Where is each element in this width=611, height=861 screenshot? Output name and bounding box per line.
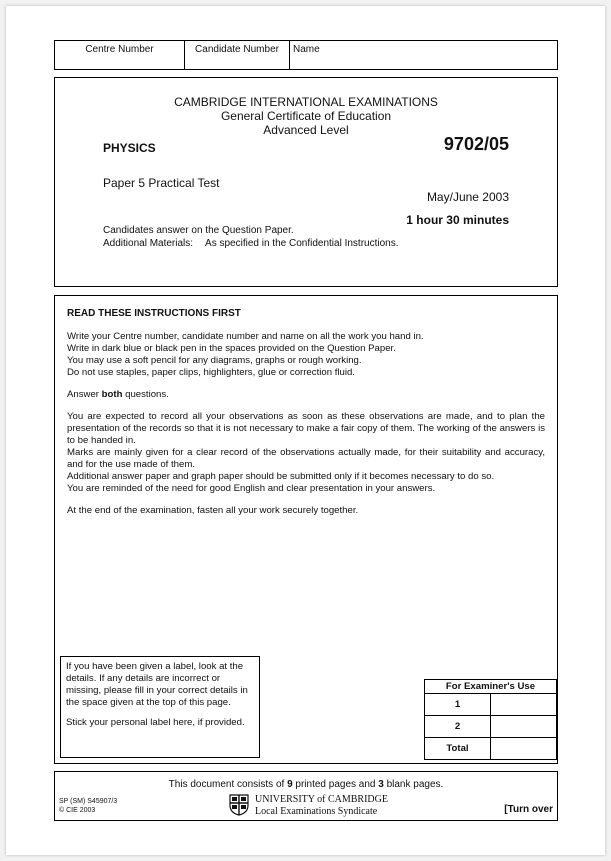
candidate-number-field[interactable] — [185, 41, 290, 69]
instruction-line: Write your Centre number, candidate number and name on all the work you hand in. — [67, 331, 424, 342]
label-instructions: If you have been given a label, look at the details. If any details are incorrect or missing, please fill in your correct details in the space given at the top of this page. — [66, 661, 248, 708]
answer-instruction: Answer both questions. — [67, 389, 169, 400]
additional-materials-label: Additional Materials: — [103, 238, 194, 249]
copyright: © CIE 2003 — [59, 807, 96, 814]
instructions-title: READ THESE INSTRUCTIONS FIRST — [67, 308, 241, 319]
english-instruction: You are reminded of the need for good English and clear presentation in your answers. — [67, 483, 436, 494]
page-count-note: This document consists of 9 printed pages and 3 blank pages. — [168, 779, 444, 790]
examiners-use-table — [424, 679, 557, 760]
personal-label-box[interactable] — [60, 656, 260, 758]
name-label: Name — [293, 44, 320, 55]
additional-materials-value: As specified in the Confidential Instructions. — [205, 238, 399, 249]
candidates-answer-note: Candidates answer on the Question Paper. — [103, 225, 294, 236]
exam-session: May/June 2003 — [426, 190, 509, 204]
record-instruction: You are expected to record all your observations as soon as these observations are made, and to plan the presentation of the records so that it is not necessary to make a fair copy of them. The working of the answers is to be handed in. — [67, 411, 545, 446]
name-field[interactable] — [293, 41, 553, 69]
examiners-use-header: For Examiner's Use — [425, 680, 557, 694]
additional-paper-instruction: Additional answer paper and graph paper should be submitted only if it becomes necessary to do so. — [67, 471, 495, 482]
exam-duration: 1 hour 30 minutes — [406, 213, 509, 227]
question-1-mark — [491, 694, 557, 716]
instruction-line: Write in dark blue or black pen in the spaces provided on the Question Paper. — [67, 343, 396, 354]
blank-pages-count: 3 — [378, 779, 384, 790]
candidate-number-label: Candidate Number — [195, 44, 279, 55]
footer-box — [54, 771, 558, 821]
exam-board: CAMBRIDGE INTERNATIONAL EXAMINATIONS — [174, 95, 438, 109]
marks-instruction: Marks are mainly given for a clear record of the observations actually made, for their suitability and accuracy, and for the use made of them. — [67, 447, 545, 470]
question-2-mark — [491, 716, 557, 738]
turn-over-note: [Turn over — [504, 804, 553, 815]
exam-page — [6, 6, 605, 855]
instructions-text — [67, 308, 545, 517]
paper-code: 9702/05 — [443, 134, 509, 154]
instruction-line: You may use a soft pencil for any diagrams, graphs or rough working. — [67, 355, 362, 366]
additional-materials — [103, 238, 398, 249]
answer-both: both — [101, 389, 123, 400]
level-title: Advanced Level — [263, 123, 349, 137]
instructions-box — [54, 295, 558, 764]
print-code: SP (SM) S45907/3 © CIE 2003 — [59, 798, 118, 814]
total-mark — [491, 738, 557, 760]
centre-number-label: Centre Number — [85, 44, 154, 55]
question-2-label: 2 — [425, 716, 491, 738]
paper-title: Paper 5 Practical Test — [103, 176, 220, 190]
cambridge-shield-icon — [229, 794, 249, 816]
university-logo-text — [255, 794, 388, 818]
end-instruction: At the end of the examination, fasten all your work securely together. — [67, 505, 359, 516]
candidate-details-box — [54, 40, 558, 70]
instruction-line: Do not use staples, paper clips, highlighters, glue or correction fluid. — [67, 367, 355, 378]
university-name: UNIVERSITY of CAMBRIDGE — [255, 794, 388, 805]
syndicate-name: Local Examinations Syndicate — [255, 806, 378, 817]
total-label: Total — [425, 738, 491, 760]
question-1-label: 1 — [425, 694, 491, 716]
paper-header-box — [54, 77, 558, 287]
centre-number-field[interactable] — [55, 41, 185, 69]
label-stick-note: Stick your personal label here, if provided. — [66, 717, 245, 728]
certificate-title: General Certificate of Education — [220, 109, 392, 123]
printed-pages-count: 9 — [287, 779, 293, 790]
subject-title: PHYSICS — [103, 141, 156, 155]
